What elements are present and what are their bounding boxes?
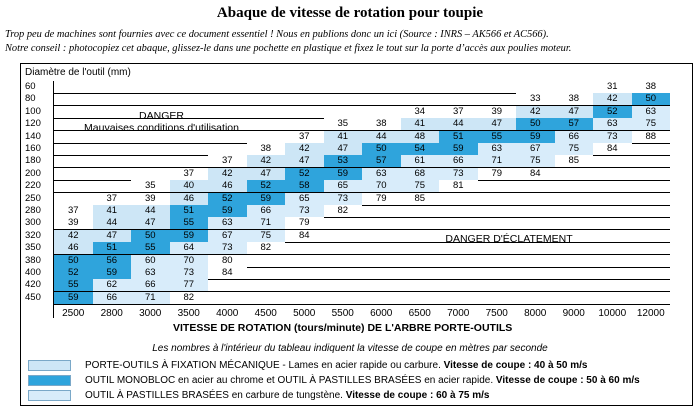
table-cell: 88 — [632, 131, 671, 143]
row-diameter-label: 80 — [25, 93, 36, 105]
table-cell: 61 — [401, 155, 440, 167]
table-cell: 37 — [208, 155, 247, 167]
legend-swatch — [28, 375, 71, 386]
x-tick-label: 4500 — [254, 308, 277, 319]
row-diameter-label: 100 — [25, 105, 41, 117]
table-cell: 84 — [285, 230, 324, 242]
x-tick-label: 7500 — [485, 308, 508, 319]
table-cell: 71 — [131, 292, 170, 304]
x-axis-label: VITESSE DE ROTATION (tours/minute) DE L'ARBRE PORTE-OUTILS — [173, 322, 513, 334]
row-diameter-label: 180 — [25, 155, 41, 167]
row-diameter-label: 320 — [25, 229, 41, 241]
legend-bold: Vitesse de coupe : 50 à 60 m/s — [495, 375, 640, 386]
x-axis-ticks — [22, 308, 691, 320]
table-row — [22, 205, 691, 217]
table-cell: 44 — [93, 217, 132, 229]
table-cell: 68 — [401, 168, 440, 180]
y-axis-line — [53, 81, 54, 318]
table-cell: 39 — [478, 106, 517, 118]
table-cell: 42 — [516, 106, 555, 118]
table-cell: 73 — [208, 242, 247, 254]
row-diameter-label: 220 — [25, 180, 41, 192]
table-cell: 42 — [285, 143, 324, 155]
table-cell: 73 — [170, 267, 209, 279]
table-cell: 82 — [324, 205, 363, 217]
legend-text: OUTIL À PASTILLES BRASÉES en carbure de tungstène. — [85, 390, 346, 401]
table-cell: 73 — [439, 168, 478, 180]
table-cell: 75 — [555, 143, 594, 155]
table-row — [22, 242, 691, 254]
table-row — [22, 93, 691, 105]
table-cell: 65 — [324, 180, 363, 192]
table-cell: 38 — [362, 118, 401, 130]
table-cell: 52 — [593, 106, 632, 118]
table-cell: 42 — [208, 168, 247, 180]
table-cell: 46 — [54, 242, 93, 254]
table-cell: 41 — [324, 131, 363, 143]
row-diameter-label: 300 — [25, 217, 41, 229]
table-cell: 73 — [324, 193, 363, 205]
table-row — [22, 193, 691, 205]
table-row — [22, 230, 691, 242]
table-cell: 44 — [362, 131, 401, 143]
table-cell: 55 — [131, 242, 170, 254]
table-cell: 62 — [93, 279, 132, 291]
table-cell: 73 — [285, 205, 324, 217]
table-cell: 55 — [170, 217, 209, 229]
table-cell: 75 — [516, 155, 555, 167]
table-cell: 52 — [54, 267, 93, 279]
table-cell: 59 — [439, 143, 478, 155]
x-tick-label: 5500 — [331, 308, 354, 319]
table-cell: 60 — [131, 255, 170, 267]
table-cell: 84 — [516, 168, 555, 180]
table-cell: 65 — [285, 193, 324, 205]
intro-line-1: Trop peu de machines sont fournies avec ce document essentiel ! Nous en publions donc un ici (Source : INRS – AK566 et AC566). — [5, 29, 549, 40]
table-cell: 50 — [131, 230, 170, 242]
table-cell: 79 — [362, 193, 401, 205]
table-row — [22, 279, 691, 291]
table-cell: 52 — [208, 193, 247, 205]
table-cell: 64 — [170, 242, 209, 254]
legend-bold: Vitesse de coupe : 60 à 75 m/s — [345, 390, 490, 401]
table-cell: 81 — [439, 180, 478, 192]
table-row — [22, 131, 691, 143]
table-cell: 52 — [285, 168, 324, 180]
table-cell: 79 — [285, 217, 324, 229]
table-cell: 84 — [208, 267, 247, 279]
table-cell: 42 — [247, 155, 286, 167]
table-cell: 37 — [170, 168, 209, 180]
table-cell: 33 — [516, 93, 555, 105]
x-tick-label: 5000 — [293, 308, 316, 319]
table-cell: 63 — [208, 217, 247, 229]
table-cell: 47 — [478, 118, 517, 130]
table-cell: 53 — [324, 155, 363, 167]
table-cell: 59 — [170, 230, 209, 242]
x-tick-label: 10000 — [598, 308, 627, 319]
speed-table — [22, 81, 691, 305]
table-cell: 31 — [593, 81, 632, 93]
x-tick-label: 6000 — [370, 308, 393, 319]
table-cell: 37 — [93, 193, 132, 205]
table-cell: 39 — [131, 193, 170, 205]
table-cell: 63 — [478, 143, 517, 155]
table-cell: 40 — [170, 180, 209, 192]
table-cell: 66 — [555, 131, 594, 143]
table-cell: 42 — [593, 93, 632, 105]
table-cell: 59 — [247, 193, 286, 205]
intro-line-2: Notre conseil : photocopiez cet abaque, glissez-le dans une pochette en plastique et fixez le tout sur la porte d’accès aux poulies moteur. — [5, 43, 572, 54]
table-row — [22, 168, 691, 180]
table-cell: 63 — [131, 267, 170, 279]
table-cell: 84 — [593, 143, 632, 155]
legend-text: OUTIL MONOBLOC en acier au chrome et OUTIL À PASTILLES BRASÉES en acier rapide. — [85, 375, 496, 386]
table-cell: 47 — [324, 143, 363, 155]
burst-danger-label: DANGER D'ÉCLATEMENT — [429, 233, 589, 245]
table-cell: 50 — [362, 143, 401, 155]
table-cell: 46 — [170, 193, 209, 205]
legend-swatch — [28, 390, 71, 401]
row-diameter-label: 450 — [25, 291, 41, 303]
table-cell: 47 — [285, 155, 324, 167]
table-cell: 47 — [93, 230, 132, 242]
x-tick-label: 7000 — [447, 308, 470, 319]
table-cell: 75 — [632, 118, 671, 130]
table-cell: 35 — [324, 118, 363, 130]
table-cell: 55 — [54, 279, 93, 291]
x-tick-label: 3500 — [177, 308, 200, 319]
table-cell: 71 — [478, 155, 517, 167]
table-cell: 47 — [247, 168, 286, 180]
row-diameter-label: 160 — [25, 143, 41, 154]
row-diameter-label: 280 — [25, 205, 41, 216]
table-cell: 67 — [516, 143, 555, 155]
x-tick-label: 2500 — [62, 308, 85, 319]
table-cell: 80 — [208, 255, 247, 267]
table-row — [22, 155, 691, 167]
row-diameter-label: 400 — [25, 267, 41, 278]
table-cell: 50 — [632, 93, 671, 105]
danger-title: DANGER — [139, 109, 184, 122]
row-diameter-label: 380 — [25, 254, 41, 266]
table-cell: 35 — [131, 180, 170, 192]
table-row — [22, 217, 691, 229]
table-cell: 41 — [401, 118, 440, 130]
table-cell: 58 — [285, 180, 324, 192]
table-cell: 51 — [439, 131, 478, 143]
table-cell: 59 — [516, 131, 555, 143]
table-cell: 66 — [439, 155, 478, 167]
table-cell: 55 — [478, 131, 517, 143]
table-cell: 54 — [401, 143, 440, 155]
danger-subtitle: Mauvaises conditions d'utilisation — [84, 121, 239, 134]
legend-bold: Vitesse de coupe : 40 à 50 m/s — [443, 360, 588, 371]
table-cell: 67 — [208, 230, 247, 242]
grid-line — [54, 304, 670, 305]
table-cell: 66 — [131, 279, 170, 291]
row-diameter-label: 250 — [25, 192, 41, 204]
row-diameter-label: 200 — [25, 167, 41, 179]
table-cell: 59 — [54, 292, 93, 304]
table-cell: 63 — [593, 118, 632, 130]
table-cell: 82 — [170, 292, 209, 304]
table-cell: 50 — [516, 118, 555, 130]
table-cell: 41 — [93, 205, 132, 217]
table-cell: 48 — [401, 131, 440, 143]
table-cell: 57 — [362, 155, 401, 167]
table-cell: 59 — [93, 267, 132, 279]
table-row — [22, 143, 691, 155]
table-cell: 66 — [93, 292, 132, 304]
row-diameter-label: 350 — [25, 242, 41, 254]
table-note: Les nombres à l'intérieur du tableau indiquent la vitesse de coupe en mètres par seconde — [152, 343, 548, 354]
table-cell: 51 — [93, 242, 132, 254]
table-cell: 37 — [285, 131, 324, 143]
table-cell: 44 — [439, 118, 478, 130]
table-cell: 63 — [362, 168, 401, 180]
table-cell: 37 — [54, 205, 93, 217]
table-cell: 47 — [555, 106, 594, 118]
table-cell: 59 — [324, 168, 363, 180]
table-cell: 39 — [54, 217, 93, 229]
x-tick-label: 4000 — [216, 308, 239, 319]
table-cell: 75 — [401, 180, 440, 192]
table-cell: 85 — [401, 193, 440, 205]
table-cell: 73 — [593, 131, 632, 143]
table-cell: 70 — [362, 180, 401, 192]
table-cell: 71 — [247, 217, 286, 229]
table-cell: 57 — [555, 118, 594, 130]
x-tick-label: 9000 — [562, 308, 585, 319]
table-row — [22, 292, 691, 304]
x-tick-label: 8000 — [524, 308, 547, 319]
table-cell: 44 — [131, 205, 170, 217]
table-cell: 85 — [555, 155, 594, 167]
table-cell: 38 — [247, 143, 286, 155]
row-diameter-label: 420 — [25, 279, 41, 291]
table-cell: 51 — [170, 205, 209, 217]
page-title: Abaque de vitesse de rotation pour toupie — [216, 5, 484, 21]
table-cell: 38 — [632, 81, 671, 93]
table-row — [22, 118, 691, 130]
table-cell: 82 — [247, 242, 286, 254]
table-cell: 77 — [170, 279, 209, 291]
table-cell: 70 — [170, 255, 209, 267]
table-cell: 38 — [555, 93, 594, 105]
x-tick-label: 3000 — [139, 308, 162, 319]
table-cell: 34 — [401, 106, 440, 118]
table-cell: 42 — [54, 230, 93, 242]
table-row — [22, 81, 691, 93]
table-cell: 79 — [478, 168, 517, 180]
table-cell: 37 — [439, 106, 478, 118]
x-tick-label: 12000 — [636, 308, 665, 319]
table-row — [22, 180, 691, 192]
table-row — [22, 267, 691, 279]
y-axis-label: Diamètre de l'outil (mm) — [25, 67, 131, 78]
row-diameter-label: 60 — [25, 81, 36, 92]
x-tick-label: 2800 — [100, 308, 123, 319]
table-cell: 75 — [247, 230, 286, 242]
table-cell: 52 — [247, 180, 286, 192]
table-cell: 50 — [54, 255, 93, 267]
row-diameter-label: 120 — [25, 118, 41, 130]
table-cell: 56 — [93, 255, 132, 267]
table-row — [22, 255, 691, 267]
table-cell: 63 — [632, 106, 671, 118]
table-cell: 59 — [208, 205, 247, 217]
legend-text: PORTE-OUTILS À FIXATION MÉCANIQUE - Lames en acier rapide ou carbure. — [85, 360, 444, 371]
x-tick-label: 6500 — [408, 308, 431, 319]
row-diameter-label: 140 — [25, 130, 41, 142]
table-row — [22, 106, 691, 118]
table-cell: 47 — [131, 217, 170, 229]
table-cell: 46 — [208, 180, 247, 192]
table-cell: 66 — [247, 205, 286, 217]
legend-swatch — [28, 360, 71, 371]
